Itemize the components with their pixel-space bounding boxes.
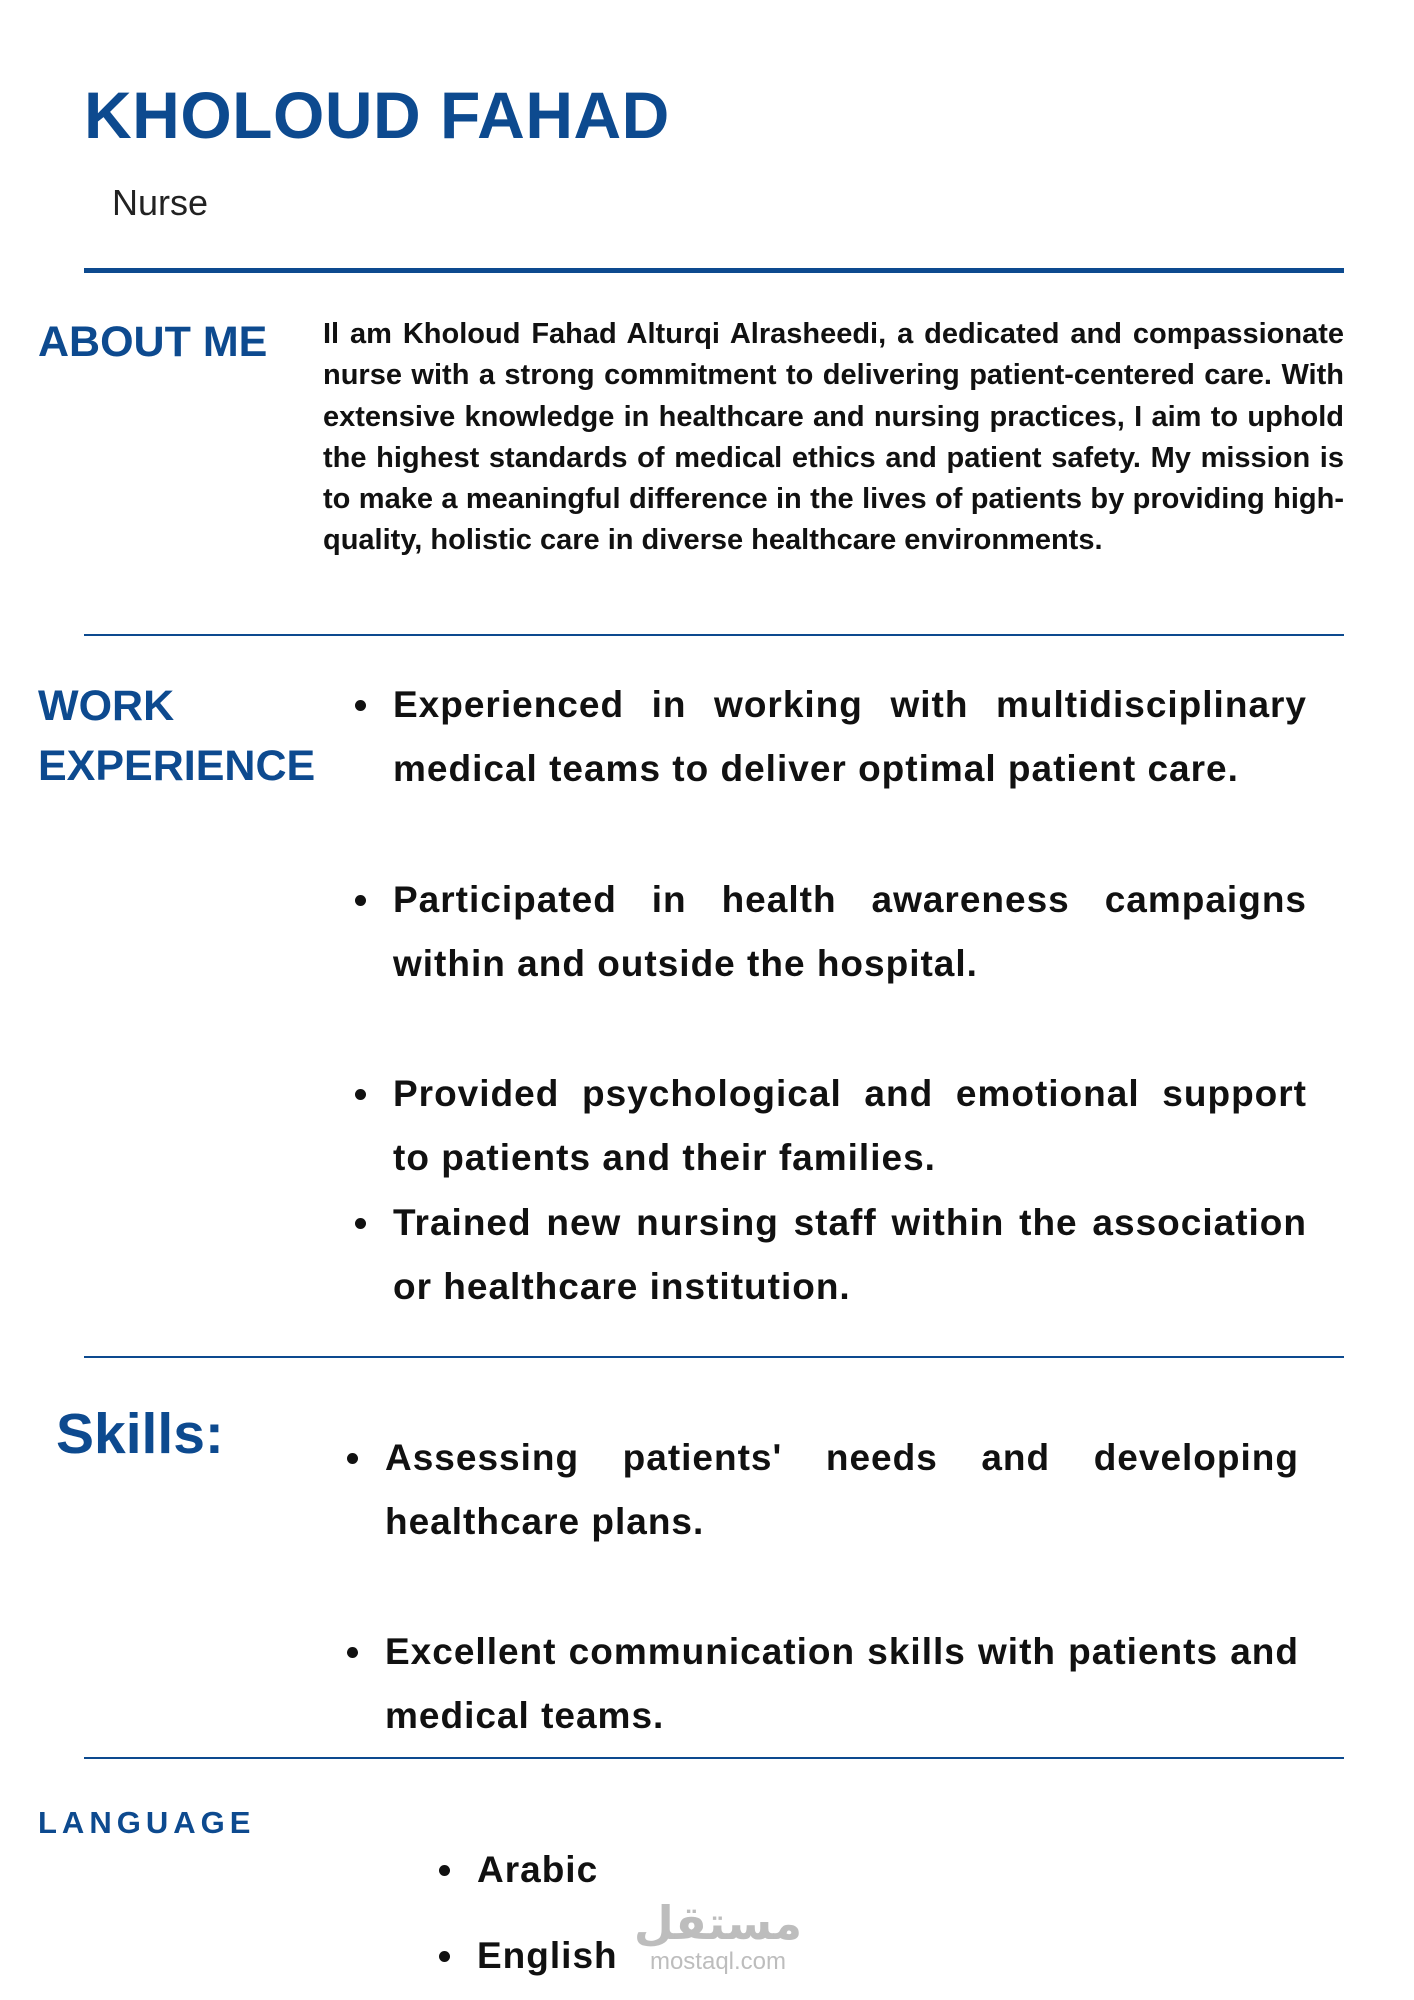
list-item-text: Excellent communication skills with patients and medical teams.: [385, 1631, 1299, 1736]
bullet-icon: [355, 1218, 366, 1229]
section-divider: [84, 1356, 1344, 1358]
bullet-icon: [355, 895, 366, 906]
list-item: [393, 1062, 1307, 1190]
language-item: [477, 1838, 598, 1902]
bullet-icon: [355, 1089, 366, 1100]
about-heading: ABOUT ME: [38, 318, 268, 366]
watermark-url: mostaql.com: [649, 1948, 787, 1975]
list-item-text: Participated in health awareness campaigns within and outside the hospital.: [393, 879, 1307, 984]
bullet-icon: [355, 700, 366, 711]
list-item: [385, 1426, 1299, 1554]
job-title: Nurse: [112, 182, 209, 223]
bullet-icon: [439, 1951, 450, 1962]
bullet-icon: [439, 1865, 450, 1876]
list-item-text: Trained new nursing staff within the association or healthcare institution.: [393, 1202, 1307, 1307]
watermark-logo: مستقل: [633, 1897, 803, 1949]
list-item-text: Experienced in working with multidisciplinary medical teams to deliver optimal patient care.: [393, 684, 1307, 789]
section-divider: [84, 634, 1344, 636]
list-item: [393, 673, 1307, 801]
list-item: [393, 868, 1307, 996]
work-experience-heading: WORK EXPERIENCE: [38, 682, 316, 790]
list-item-text: Assessing patients' needs and developing healthcare plans.: [385, 1437, 1299, 1542]
list-item: [385, 1620, 1299, 1748]
language-heading: LANGUAGE: [38, 1805, 256, 1840]
bullet-icon: [347, 1453, 358, 1464]
skills-heading: Skills:: [56, 1402, 224, 1466]
candidate-name: KHOLOUD FAHAD: [84, 78, 670, 152]
language-label: Arabic: [477, 1849, 599, 1890]
language-label: English: [477, 1935, 618, 1976]
language-item: [477, 1924, 618, 1988]
list-item: [393, 1191, 1307, 1319]
list-item-text: Provided psychological and emotional support to patients and their families.: [393, 1073, 1307, 1178]
mostaql-watermark: [628, 1897, 808, 1980]
bullet-icon: [347, 1647, 358, 1658]
about-text: Il am Kholoud Fahad Alturqi Alrasheedi, a dedicated and compassionate nurse with a strong commitment to delivering patient-centered care. With extensive knowledge in healthcare and nursing practices, I aim to uphold the highest standards of medical ethics and patient safety. My mission is to make a meaningful difference in the lives of patients by providing high-quality, holistic care in diverse healthcare environments.: [323, 318, 1344, 557]
header-divider: [84, 268, 1344, 273]
section-divider: [84, 1757, 1344, 1759]
